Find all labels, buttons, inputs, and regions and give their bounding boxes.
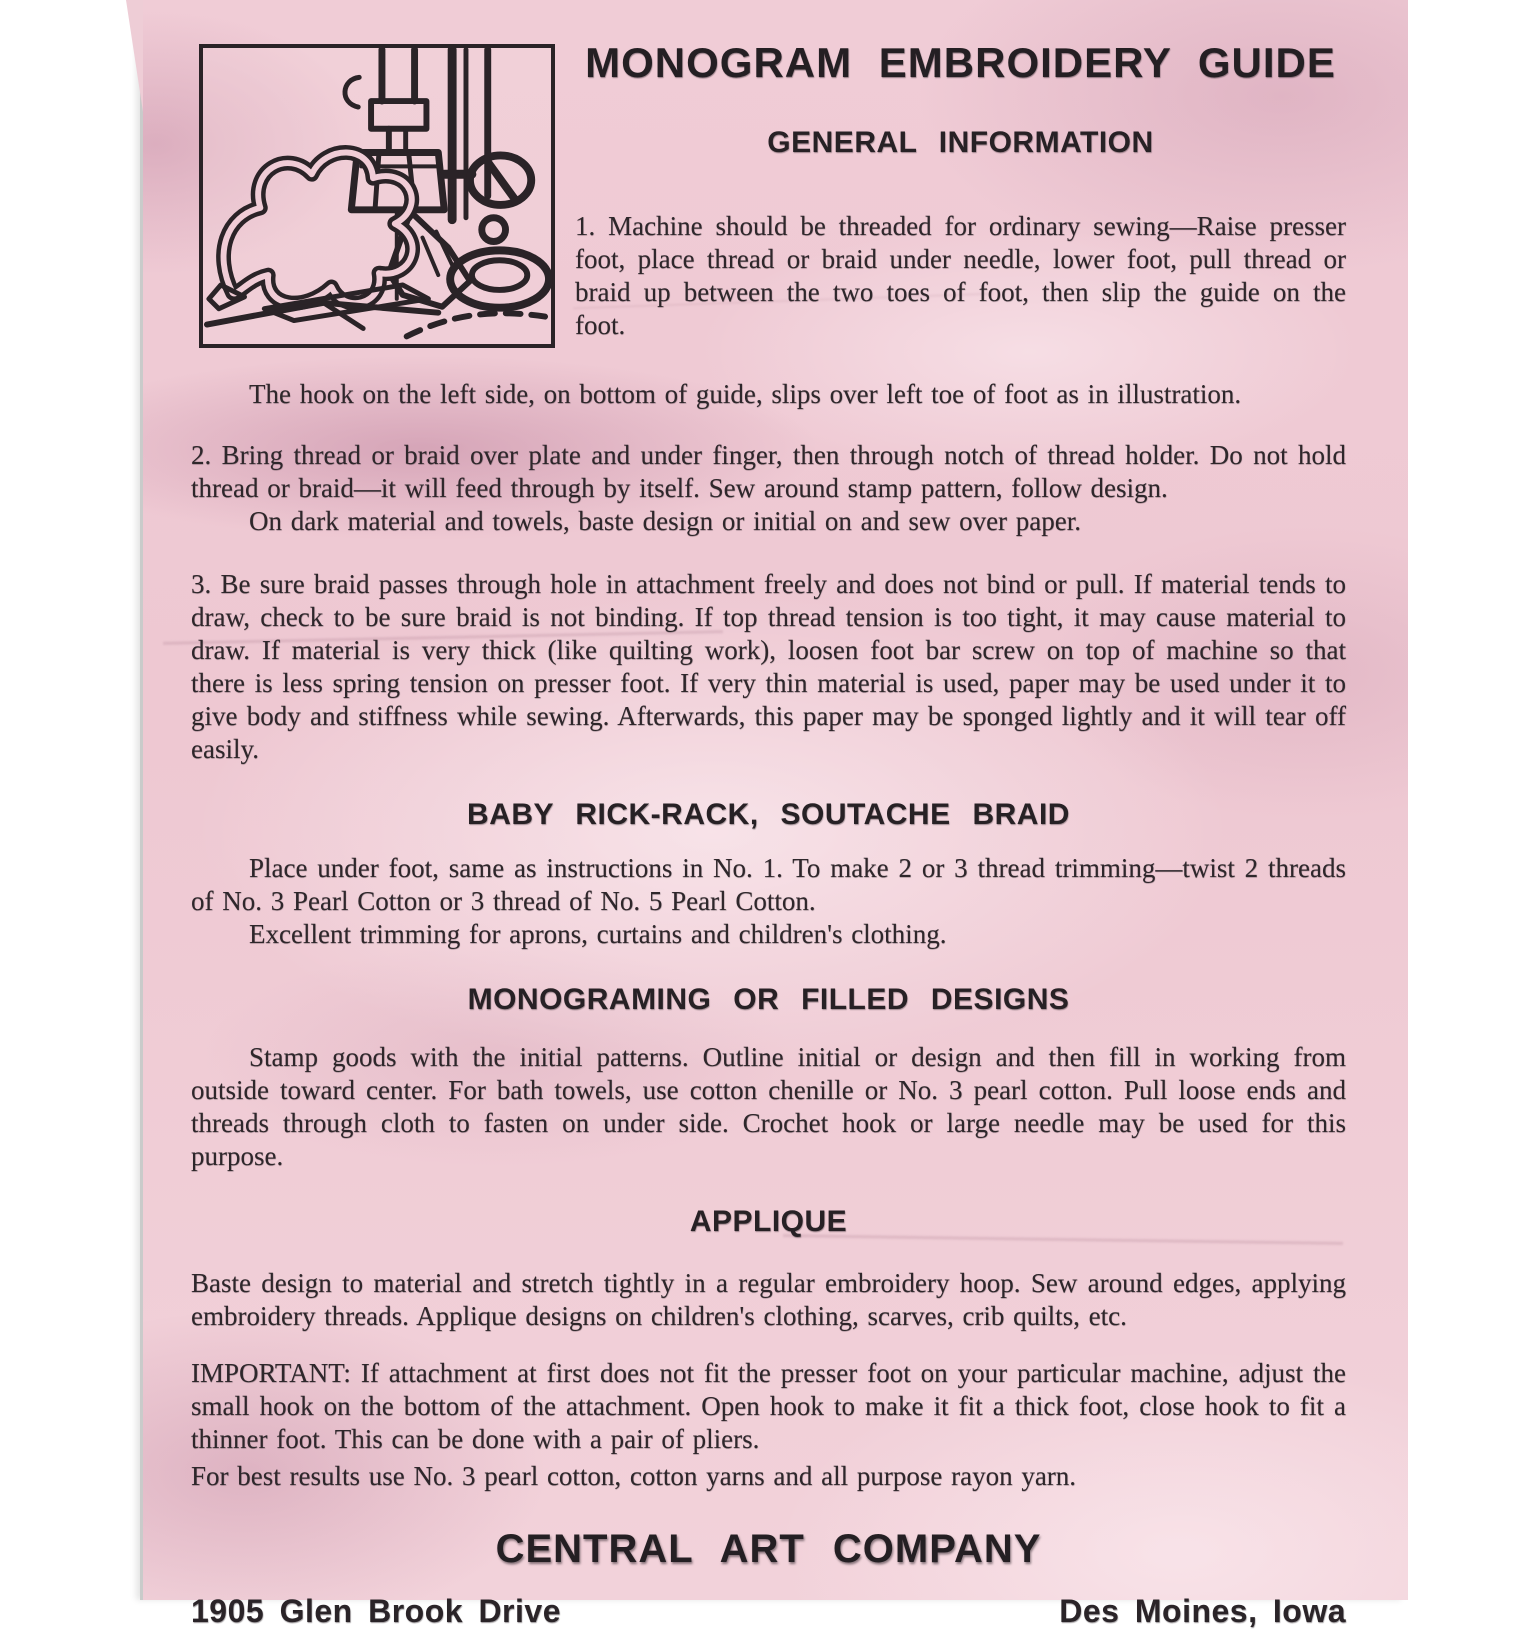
- heading-general-information: GENERAL INFORMATION: [767, 126, 1154, 159]
- heading-rick-rack: BABY RICK-RACK, SOUTACHE BRAID: [467, 798, 1070, 831]
- document-content: [143, 0, 1408, 1630]
- address-row: [191, 1593, 1346, 1630]
- paragraph-rick-rack: Place under foot, same as instructions in No. 1. To make 2 or 3 thread trimming—twist 2 threads of No. 3 Pearl Cotton or 3 thread of No. 5 Pearl Cotton.: [191, 853, 1346, 916]
- paragraph-braid-tension: 3. Be sure braid passes through hole in attachment freely and does not bind or pull. If material tends to draw, check to be sure braid is not binding. If top thread tension is too tight, it may cause material to draw. If material is very thick (like quilting work), loosen foot bar screw on top of machine so that there is less spring tension on presser foot. If very thin material is used, paper may be used under it to give body and stiffness while sewing. Afterwards, this paper may be sponged lightly and it will tear off easily.: [191, 569, 1346, 764]
- paragraph-important: IMPORTANT: If attachment at first does not fit the presser foot on your particular machine, adjust the small hook on the bottom of the attachment. Open hook to make it fit a thick foot, close hook to fit a thinner foot. This can be done with a pair of pliers.: [191, 1358, 1346, 1454]
- page-title: MONOGRAM EMBROIDERY GUIDE: [585, 39, 1336, 86]
- note-best-results: For best results use No. 3 pearl cotton, cotton yarns and all purpose rayon yarn.: [191, 1461, 1077, 1491]
- note-dark-material: On dark material and towels, baste design or initial on and sew over paper.: [249, 506, 1082, 536]
- sewing-machine-presser-foot-illustration: [203, 48, 551, 344]
- paper-sheet: [143, 0, 1408, 1629]
- note-hook: The hook on the left side, on bottom of guide, slips over left toe of foot as in illustration.: [249, 379, 1242, 409]
- paragraph-monograming: Stamp goods with the initial patterns. Outline initial or design and then fill in working from outside toward center. For bath towels, use cotton chenille or No. 3 pearl cotton. Pull loose ends and threads through cloth to fasten on under side. Crochet hook or large needle may be used for this purpose.: [191, 1042, 1346, 1171]
- street-address: 1905 Glen Brook Drive: [191, 1593, 561, 1629]
- note-trimming: Excellent trimming for aprons, curtains and children's clothing.: [249, 919, 947, 949]
- paper-corner-cut: [126, 0, 143, 112]
- city-state: Des Moines, Iowa: [1059, 1593, 1346, 1629]
- paragraph-thread-holder: 2. Bring thread or braid over plate and under finger, then through notch of thread holder. Do not hold thread or braid—it will feed through by itself. Sew around stamp pattern, follow design.: [191, 440, 1346, 503]
- paragraph-applique: Baste design to material and stretch tightly in a regular embroidery hoop. Sew around edges, applying embroidery threads. Applique designs on children's clothing, scarves, crib quilts, etc.: [191, 1268, 1346, 1331]
- heading-applique: APPLIQUE: [689, 1205, 848, 1238]
- illustration-frame: [199, 44, 555, 348]
- paragraph-threading: 1. Machine should be threaded for ordinary sewing—Raise presser foot, place thread or braid under needle, lower foot, pull thread or braid up between the two toes of foot, then slip the guide on the foot.: [575, 211, 1346, 340]
- heading-monograming: MONOGRAMING OR FILLED DESIGNS: [467, 983, 1070, 1016]
- company-name: CENTRAL ART COMPANY: [495, 1527, 1042, 1571]
